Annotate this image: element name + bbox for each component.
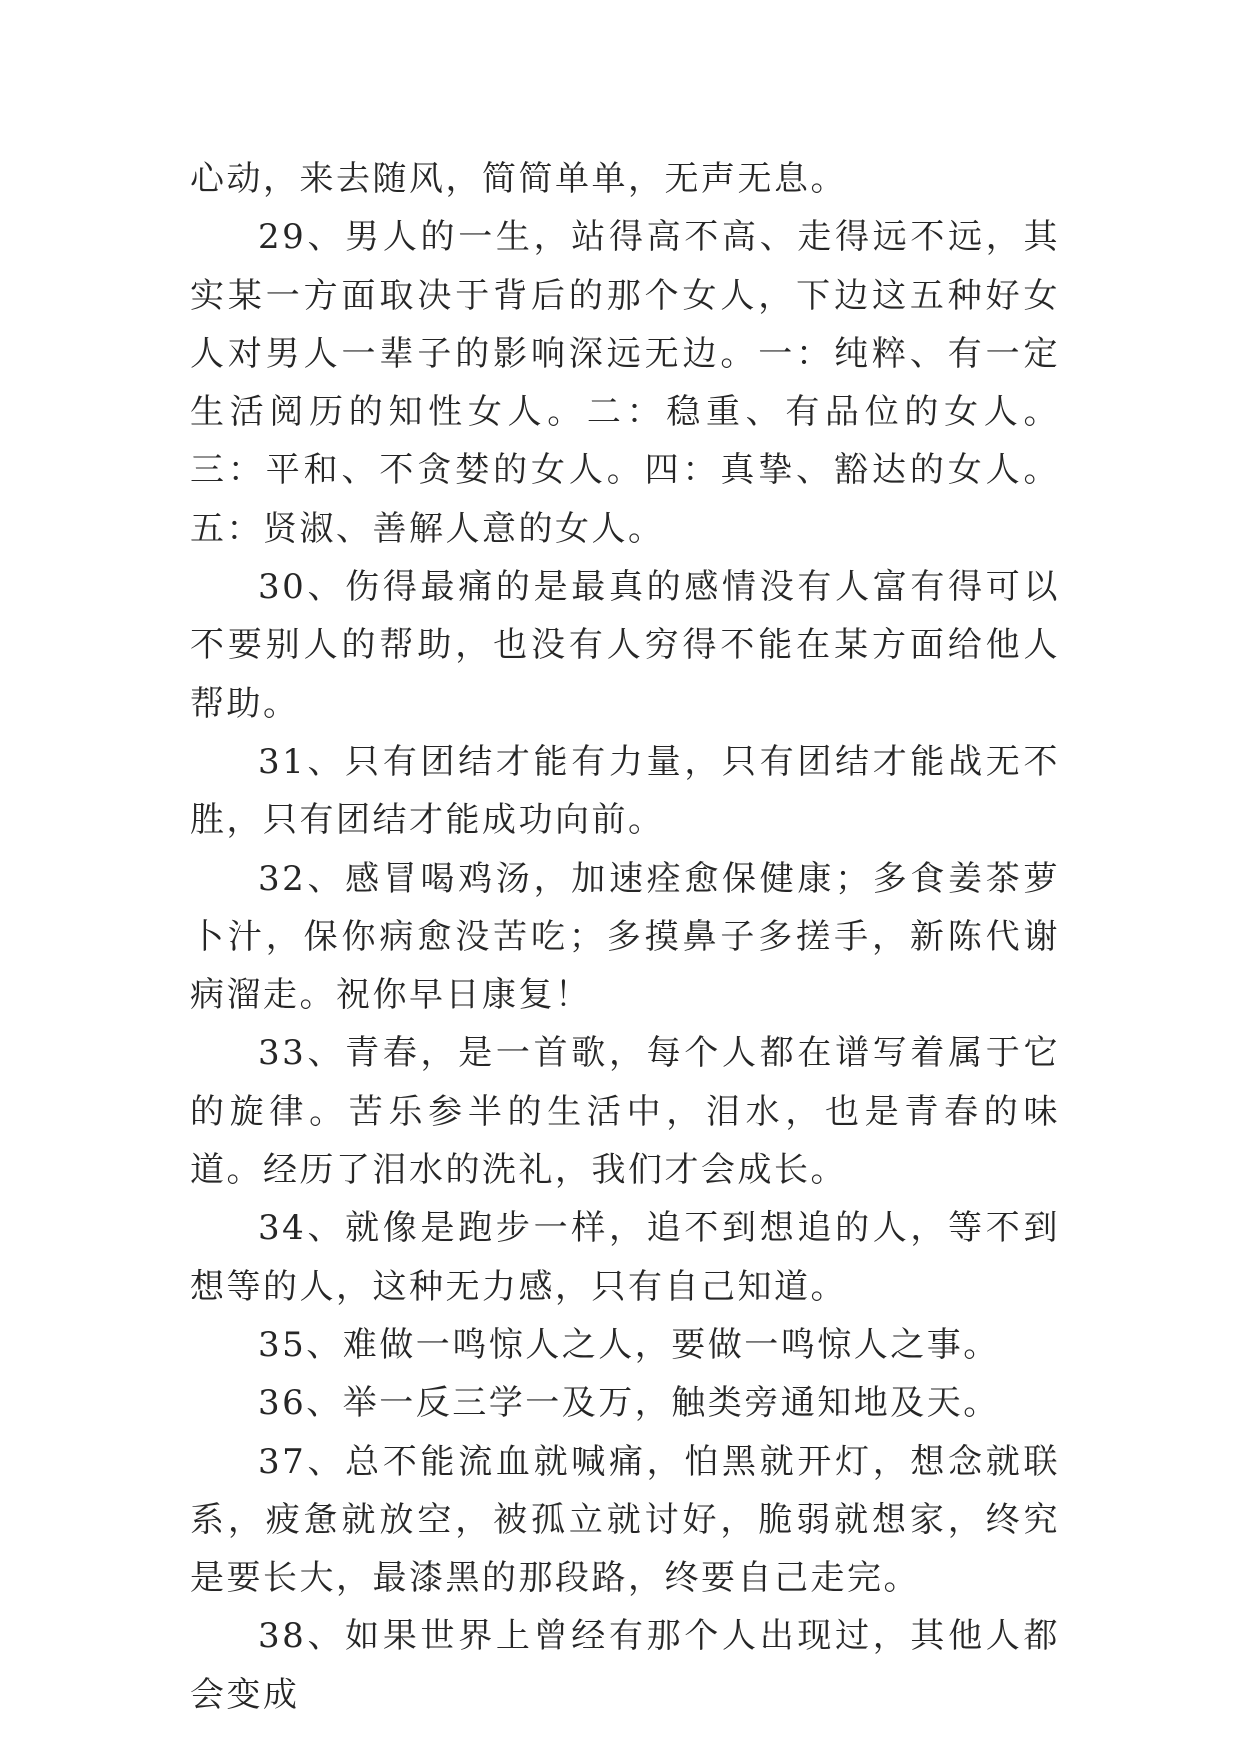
list-item-35: 35、难做一鸣惊人之人，要做一鸣惊人之事。 [258, 1324, 1000, 1365]
document-body [190, 150, 1060, 1724]
list-item-31: 31、只有团结才能有力量，只有团结才能战无不胜，只有团结才能成功向前。 [190, 741, 1060, 841]
list-item-29: 29、男人的一生，站得高不高、走得远不远，其实某一方面取决于背后的那个女人，下边这五种好女人对男人一辈子的影响深远无边。一：纯粹、有一定生活阅历的知性女人。二：稳重、有品位的女人。三：平和、不贪婪的女人。四：真挚、豁达的女人。五：贤淑、善解人意的女人。 [190, 217, 1060, 549]
list-item-36: 36、举一反三学一及万，触类旁通知地及天。 [258, 1383, 1000, 1424]
list-item-32: 32、感冒喝鸡汤，加速痊愈保健康；多食姜茶萝卜汁，保你病愈没苦吃；多摸鼻子多搓手，新陈代谢病溜走。祝你早日康复！ [190, 858, 1060, 1016]
list-item-30: 30、伤得最痛的是最真的感情没有人富有得可以不要别人的帮助，也没有人穷得不能在某方面给他人帮助。 [190, 567, 1060, 724]
list-item-33: 33、青春，是一首歌，每个人都在谱写着属于它的旋律。苦乐参半的生活中，泪水，也是青春的味道。经历了泪水的洗礼，我们才会成长。 [190, 1033, 1060, 1191]
list-item-37: 37、总不能流血就喊痛，怕黑就开灯，想念就联系，疲惫就放空，被孤立就讨好，脆弱就想家，终究是要长大，最漆黑的那段路，终要自己走完。 [190, 1441, 1060, 1599]
continuation-paragraph: 心动，来去随风，简简单单，无声无息。 [190, 159, 847, 199]
list-item-34: 34、就像是跑步一样，追不到想追的人，等不到想等的人，这种无力感，只有自己知道。 [190, 1208, 1060, 1307]
list-item-38: 38、如果世界上曾经有那个人出现过，其他人都会变成 [190, 1616, 1060, 1715]
